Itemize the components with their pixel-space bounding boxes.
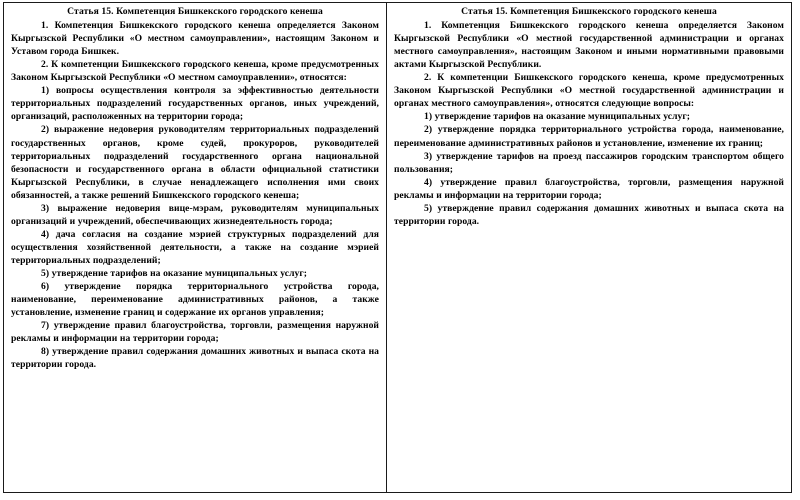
- left-paragraph-1: 1. Компетенция Бишкекского городского кенеша определяется Законом Кыргызской Республики «О местном самоуправлении», настоящим Законом и Уставом города Бишкек.: [11, 20, 379, 58]
- left-article-title: Статья 15. Компетенция Бишкекского городского кенеша: [67, 6, 323, 17]
- left-list-item-2: 2) выражение недоверия руководителям территориальных подразделений государственных органов, кроме судей, прокуроров, руководителей территориальных подразделений государственного органа национальной безопасности и государственного органа в области официальной статистики Кыргызской Республики, в случае ненадлежащего исполнения ими своих обязанностей, а также решений Бишкекского городского кенеша;: [11, 124, 379, 201]
- left-paragraph-2: 2. К компетенции Бишкекского городского кенеша, кроме предусмотренных Законом Кыргызской Республики «О местном самоуправлении», относятся:: [11, 59, 379, 84]
- right-list-item-4: 4) утверждение правил благоустройства, торговли, размещения наружной рекламы и информации на территории города;: [394, 176, 784, 201]
- left-list-item-3: 3) выражение недоверия вице-мэрам, руководителям муниципальных организаций и учреждений, обеспечивающих жизнедеятельность города;: [11, 202, 379, 227]
- left-list-item-1: 1) вопросы осуществления контроля за эффективностью деятельности территориальных подразделений государственных органов, иных учреждений, организаций, расположенных на территории города;: [11, 85, 379, 123]
- table-row: [4, 3, 792, 493]
- left-list-item-4: 4) дача согласия на создание мэрией структурных подразделений для осуществления хозяйственной деятельности, а также на создание мэрией территориальных подразделений;: [11, 228, 379, 266]
- left-article-body: [11, 19, 379, 371]
- left-list-item-7: 7) утверждение правил благоустройства, торговли, размещения наружной рекламы и информации на территории города;: [11, 320, 379, 345]
- right-list-item-2: 2) утверждение порядка территориального устройства города, наименование, переименование административных районов и установление, изменение их границ;: [394, 124, 784, 149]
- right-list-item-3: 3) утверждение тарифов на проезд пассажиров городским транспортом общего пользования;: [394, 150, 784, 175]
- right-list-item-5: 5) утверждение правил содержания домашних животных и выпаса скота на территории города.: [394, 202, 784, 227]
- left-list-item-6: 6) утверждение порядка территориального устройства города, наименование, переименование административных районов, а также установление, изменение границ и содержание их органов управления;: [11, 281, 379, 319]
- right-paragraph-2: 2. К компетенции Бишкекского городского кенеша, кроме предусмотренных Законом Кыргызской Республики «О местной государственной администрации и органах местного самоуправления», относятся следующие вопросы:: [394, 72, 784, 110]
- left-version-column: [4, 3, 387, 493]
- right-article-title: Статья 15. Компетенция Бишкекского городского кенеша: [461, 6, 717, 17]
- right-paragraph-1: 1. Компетенция Бишкекского городского кенеша определяется Законом Кыргызской Республики «О местной государственной администрации и органах местного самоуправления», настоящим Законом и иными нормативными правовыми актами Кыргызской Республики.: [394, 20, 784, 71]
- right-version-column: [387, 3, 792, 493]
- left-list-item-8: 8) утверждение правил содержания домашних животных и выпаса скота на территории города.: [11, 346, 379, 371]
- right-article-body: [394, 19, 784, 228]
- law-comparison-table: [3, 2, 792, 493]
- left-list-item-5: 5) утверждение тарифов на оказание муниципальных услуг;: [41, 267, 308, 279]
- right-list-item-1: 1) утверждение тарифов на оказание муниципальных услуг;: [424, 111, 691, 123]
